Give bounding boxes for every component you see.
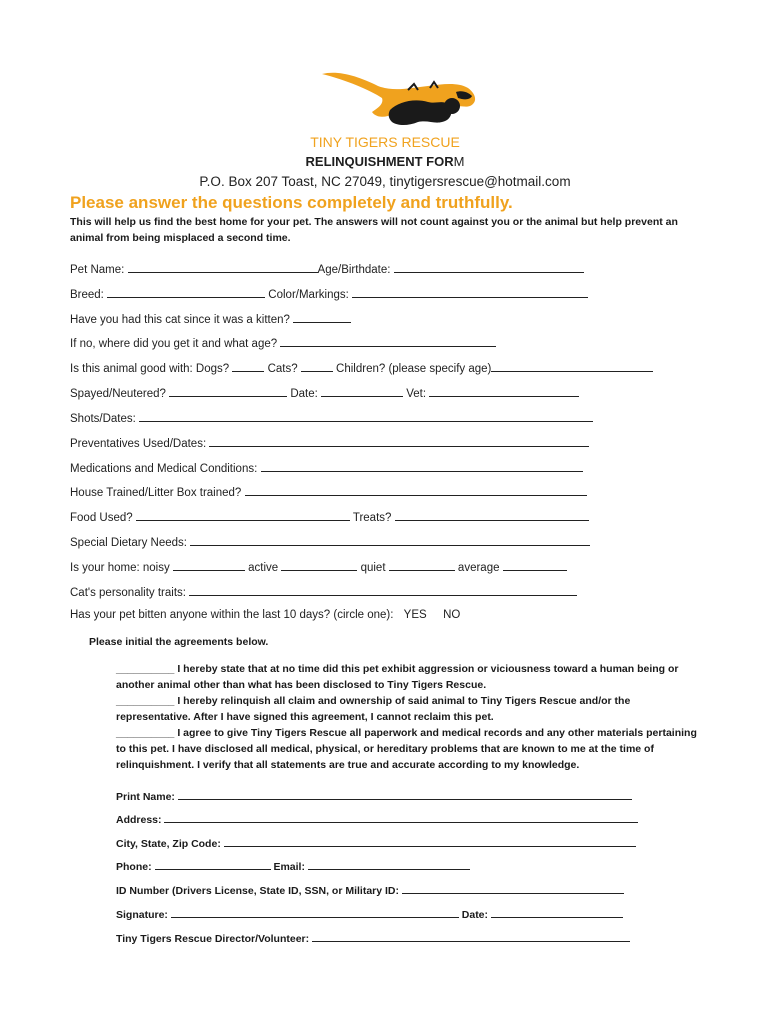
children-field[interactable] [491,360,653,372]
medications-label: Medications and Medical Conditions: [70,463,258,475]
food-field[interactable] [136,509,350,521]
director-label: Tiny Tigers Rescue Director/Volunteer: [116,933,310,945]
phone-label: Phone: [116,861,152,873]
instructions-intro: This will help us find the best home for your pet. The answers will not count against you or the animal but help prevent an animal from being misplaced a second time. [70,216,678,244]
preventatives-label: Preventatives Used/Dates: [70,438,207,450]
row-shots [70,410,593,425]
form-title [0,154,770,169]
shots-field[interactable] [139,410,593,422]
where-got-label: If no, where did you get it and what age? [70,338,278,350]
spayed-date-label: Date: [290,388,318,400]
where-got-field[interactable] [280,335,496,347]
noisy-field[interactable] [173,559,245,571]
vet-field[interactable] [429,385,579,397]
pet-name-label: Pet Name: [70,264,125,276]
special-diet-field[interactable] [190,534,590,546]
average-label: average [457,562,500,574]
form-title-main: RELINQUISHMENT FOR [305,154,454,169]
agreement-no-aggression: __________ I hereby state that at no time did this pet exhibit aggression or viciousness toward a human being or another animal other than what has been disclosed to Tiny Tigers Rescue. [116,663,679,691]
spayed-date-field[interactable] [321,385,403,397]
average-field[interactable] [503,559,567,571]
row-signature [116,907,623,921]
treats-label: Treats? [352,512,392,524]
personality-label: Cat's personality traits: [70,587,186,599]
city-label: City, State, Zip Code: [116,838,221,850]
row-address [116,812,638,826]
children-label: Children? (please specify age) [336,363,492,375]
signature-label: Signature: [116,909,168,921]
house-trained-label: House Trained/Litter Box trained? [70,487,242,499]
since-kitten-label: Have you had this cat since it was a kitten? [70,314,290,326]
id-number-label: ID Number (Drivers License, State ID, SSN, or Military ID: [116,885,399,897]
bitten-yes-option[interactable]: YES [403,609,427,621]
special-diet-label: Special Dietary Needs: [70,537,187,549]
agreement-relinquish-claim: __________ I hereby relinquish all claim and ownership of said animal to Tiny Tigers Rescue and/or the representative. After I have signed this agreement, I cannot reclaim this pet. [116,695,631,723]
personality-field[interactable] [189,584,577,596]
row-where-got [70,335,496,350]
vet-label: Vet: [406,388,427,400]
row-breed [70,286,588,301]
breed-label: Breed: [70,289,104,301]
row-personality [70,584,577,599]
spayed-label: Spayed/Neutered? [70,388,166,400]
active-field[interactable] [281,559,357,571]
age-label: Age/Birthdate: [317,264,391,276]
row-spayed [70,385,579,400]
since-kitten-field[interactable] [293,311,351,323]
row-good-with [70,360,653,375]
cats-label: Cats? [267,363,298,375]
bitten-no-option[interactable]: NO [443,609,461,621]
agreement-paperwork: __________ I agree to give Tiny Tigers Rescue all paperwork and medical records and any other materials pertaining to this pet. I have disclosed all medical, physical, or hereditary problems that are known to me at the time of relinquishment. I verify that all statements are true and accurate according to my knowledge. [116,727,697,771]
email-label: Email: [273,861,305,873]
quiet-field[interactable] [389,559,455,571]
city-field[interactable] [224,836,636,847]
row-home-type [70,559,567,574]
breed-field[interactable] [107,286,265,298]
good-with-dogs-label: Is this animal good with: Dogs? [70,363,230,375]
age-field[interactable] [394,261,584,273]
shots-label: Shots/Dates: [70,413,136,425]
row-house-trained [70,484,587,499]
email-field[interactable] [308,859,470,870]
pet-name-field[interactable] [128,261,318,273]
row-food [70,509,589,524]
tiger-logo [318,68,480,134]
organization-name: TINY TIGERS RESCUE [310,134,460,150]
row-since-kitten [70,311,351,326]
form-title-tail: M [453,154,465,169]
id-number-field[interactable] [402,883,624,894]
active-label: active [248,562,279,574]
treats-field[interactable] [395,509,589,521]
director-field[interactable] [312,931,630,942]
color-markings-label: Color/Markings: [268,289,349,301]
medications-field[interactable] [261,460,583,472]
row-special-diet [70,534,590,549]
food-label: Food Used? [70,512,133,524]
quiet-label: quiet [360,562,386,574]
dogs-field[interactable] [232,360,264,372]
row-id-number [116,883,624,897]
instructions-headline: Please answer the questions completely and truthfully. [70,193,513,212]
row-city-state-zip [116,836,636,850]
signature-field[interactable] [171,907,459,918]
print-name-label: Print Name: [116,791,175,803]
cats-field[interactable] [301,360,333,372]
agreements-heading: Please initial the agreements below. [89,636,269,648]
contact-address: P.O. Box 207 Toast, NC 27049, tinytigersrescue@hotmail.com [199,174,571,189]
row-medications [70,460,583,475]
row-pet-name [70,261,584,276]
house-trained-field[interactable] [245,484,587,496]
row-preventatives [70,435,589,450]
address-field[interactable] [164,812,638,823]
signature-date-field[interactable] [491,907,623,918]
preventatives-field[interactable] [209,435,589,447]
row-phone-email [116,859,470,873]
color-markings-field[interactable] [352,286,588,298]
signature-date-label: Date: [461,909,489,921]
phone-field[interactable] [155,859,271,870]
row-director [116,931,630,945]
row-print-name [116,789,632,803]
spayed-field[interactable] [169,385,287,397]
address-label: Address: [116,814,162,826]
print-name-field[interactable] [178,789,632,800]
home-noisy-label: Is your home: noisy [70,562,170,574]
bitten-label: Has your pet bitten anyone within the last 10 days? (circle one): [70,609,394,621]
row-bitten [70,609,460,621]
